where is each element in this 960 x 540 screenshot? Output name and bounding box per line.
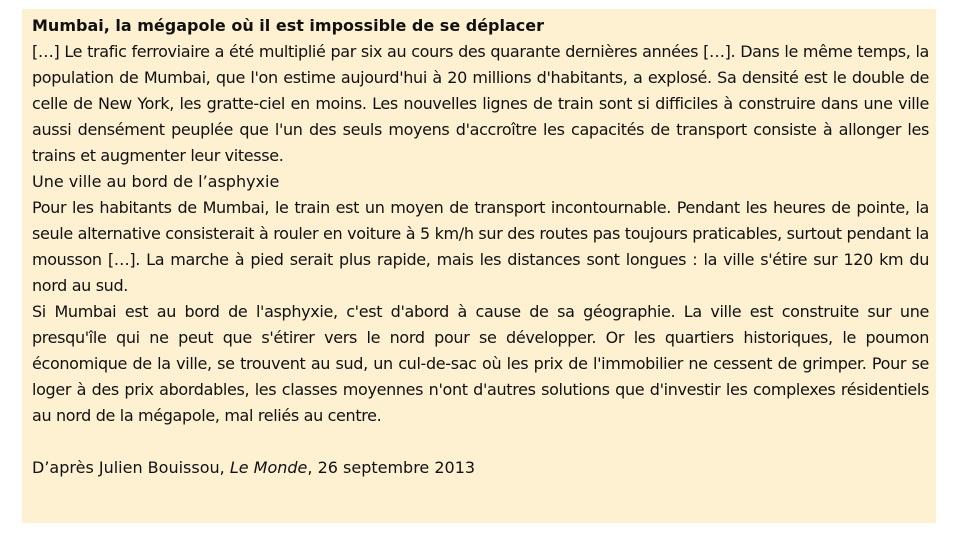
document-title: Mumbai, la mégapole où il est impossible de se déplacer [32, 16, 545, 35]
paragraph-3: Si Mumbai est au bord de l'asphyxie, c'est d'abord à cause de sa géographie. La ville est construite sur une presqu'île qui ne peut que s'étirer vers le nord pour se développer. Or les quartiers historiques, le poumon économique de la ville, se trouvent au sud, un cul-de-sac où les prix de l'immobilier ne cessent de grimper. Pour se loger à des prix abordables, les classes moyennes n'ont d'autres solutions que d'investir les complexes résidentiels au nord de la mégapole, mal reliés au centre. [32, 302, 929, 425]
source-citation [32, 455, 929, 481]
section-subheading: Une ville au bord de l’asphyxie [32, 172, 280, 191]
paragraph-1: […] Le trafic ferroviaire a été multiplié par six au cours des quarante dernières années […]. Dans le même temps, la population de Mumbai, que l'on estime aujourd'hui à 20 millions d'habitants, a explosé. Sa densité est le double de celle de New York, les gratte-ciel en moins. Les nouvelles lignes de train sont si difficiles à construire dans une ville aussi densément peuplée que l'un des seuls moyens d'accroître les capacités de transport consiste à allonger les trains et augmenter leur vitesse. [32, 42, 929, 165]
document-box [22, 9, 936, 523]
source-prefix: D’après Julien Bouissou, [32, 458, 230, 477]
paragraph-2: Pour les habitants de Mumbai, le train est un moyen de transport incontournable. Pendant les heures de pointe, la seule alternative consisterait à rouler en voiture à 5 km/h sur des routes pas toujours praticables, surtout pendant la mousson […]. La marche à pied serait plus rapide, mais les distances sont longues : la ville s'étire sur 120 km du nord au sud. [32, 198, 929, 295]
source-suffix: , 26 septembre 2013 [307, 458, 476, 477]
blank-line [32, 429, 929, 455]
source-publication: Le Monde [229, 458, 308, 477]
